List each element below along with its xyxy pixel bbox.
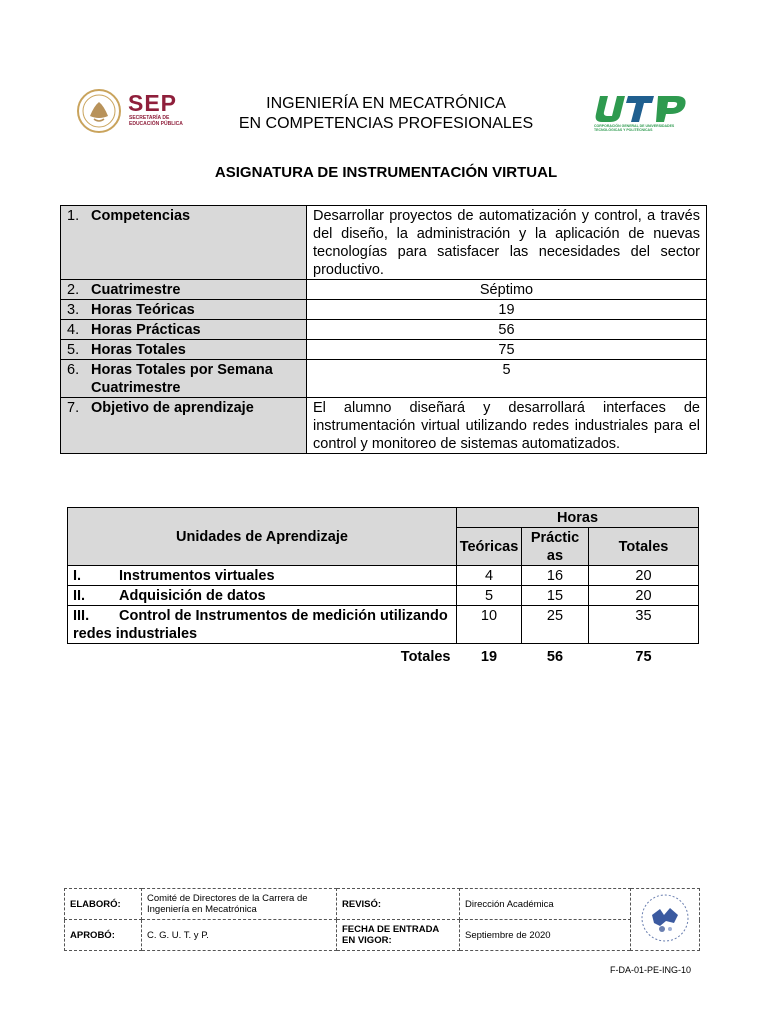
info-number: 1. — [67, 208, 80, 224]
unit-row — [68, 566, 699, 586]
unit-teoricas: 5 — [457, 586, 522, 606]
info-value: El alumno diseñará y desarrollará interfaces de instrumentación virtual utilizando redes industriales para el control y monitoreo de sistemas automatizados. — [307, 398, 707, 454]
reviso-value: Dirección Académica — [460, 889, 631, 920]
units-header-row — [68, 508, 699, 528]
elaboro-label: ELABORÓ: — [65, 889, 142, 920]
col-teoricas: Teóricas — [457, 528, 522, 566]
total-teoricas: 19 — [480, 649, 498, 665]
info-value: 5 — [307, 360, 707, 398]
sep-wordmark: SEP — [128, 90, 178, 116]
info-value: Desarrollar proyectos de automatización y control, a través del diseño, la administración y la aplicación de nuevas tecnologías para satisfacer las necesidades del sector productivo. — [307, 206, 707, 280]
totals-label: Totales — [400, 649, 451, 665]
info-label-text: Objetivo de aprendizaje — [91, 400, 254, 416]
approval-stamp — [631, 889, 700, 951]
unit-roman: III. — [73, 608, 90, 624]
totals-row — [68, 644, 699, 667]
elaboro-value: Comité de Directores de la Carrera de Ingeniería en Mecatrónica — [142, 889, 337, 920]
info-row — [61, 340, 707, 360]
unit-teoricas: 10 — [457, 606, 522, 644]
info-value: 56 — [307, 320, 707, 340]
program-title — [200, 94, 572, 134]
units-header: Unidades de Aprendizaje — [68, 508, 457, 566]
hours-header: Horas — [457, 508, 699, 528]
info-label — [61, 360, 307, 398]
unit-name — [68, 586, 457, 606]
unit-title: Adquisición de datos — [119, 588, 266, 604]
info-row — [61, 320, 707, 340]
unit-roman: I. — [73, 568, 82, 584]
stamp-seal-icon — [640, 893, 690, 943]
unit-title: Control de Instrumentos de medición utilizando redes industriales — [73, 608, 448, 642]
learning-units-table — [67, 507, 699, 666]
info-row — [61, 280, 707, 300]
unit-practicas: 16 — [522, 566, 589, 586]
program-title-line2: EN COMPETENCIAS PROFESIONALES — [238, 115, 534, 132]
program-title-line1: INGENIERÍA EN MECATRÓNICA — [266, 95, 506, 112]
info-number: 2. — [67, 282, 80, 298]
fecha-value: Septiembre de 2020 — [460, 920, 631, 951]
document-title: ASIGNATURA DE INSTRUMENTACIÓN VIRTUAL — [214, 164, 558, 181]
info-label — [61, 300, 307, 320]
aprobo-value: C. G. U. T. y P. — [142, 920, 337, 951]
unit-title: Instrumentos virtuales — [119, 568, 275, 584]
info-row — [61, 206, 707, 280]
info-label — [61, 320, 307, 340]
unit-name — [68, 606, 457, 644]
info-label — [61, 340, 307, 360]
approval-row — [65, 920, 700, 951]
info-label — [61, 280, 307, 300]
mexico-seal-icon — [76, 88, 122, 134]
reviso-label: REVISÓ: — [337, 889, 460, 920]
info-value: 19 — [307, 300, 707, 320]
utp-logo — [592, 92, 700, 134]
document-code: F-DA-01-PE-ING-10 — [610, 965, 692, 975]
info-row — [61, 398, 707, 454]
total-practicas: 56 — [546, 649, 564, 665]
unit-practicas: 15 — [522, 586, 589, 606]
approval-row — [65, 889, 700, 920]
info-label-text: Horas Totales — [91, 342, 186, 358]
unit-name — [68, 566, 457, 586]
info-number: 4. — [67, 322, 80, 338]
info-label-text: Competencias — [91, 208, 191, 224]
col-practicas: Prácticas — [522, 528, 589, 566]
info-label — [61, 206, 307, 280]
total-totales: 75 — [635, 649, 652, 665]
info-label-text: Cuatrimestre — [91, 282, 181, 298]
unit-row — [68, 586, 699, 606]
info-label-text: Horas Teóricas — [91, 302, 195, 318]
info-number: 5. — [67, 342, 80, 358]
sep-subtitle: SECRETARÍA DE EDUCACIÓN PÚBLICA — [129, 115, 183, 127]
approval-table — [64, 888, 700, 951]
sep-logo — [76, 88, 196, 134]
unit-teoricas: 4 — [457, 566, 522, 586]
info-number: 7. — [67, 400, 80, 416]
info-row — [61, 300, 707, 320]
unit-totales: 20 — [589, 566, 699, 586]
info-label — [61, 398, 307, 454]
info-label-text: Horas Totales por Semana Cuatrimestre — [91, 362, 273, 396]
unit-totales: 20 — [589, 586, 699, 606]
unit-practicas: 25 — [522, 606, 589, 644]
info-row — [61, 360, 707, 398]
aprobo-label: APROBÓ: — [65, 920, 142, 951]
info-number: 6. — [67, 362, 80, 378]
info-value: Séptimo — [307, 280, 707, 300]
unit-row — [68, 606, 699, 644]
info-number: 3. — [67, 302, 80, 318]
unit-roman: II. — [73, 588, 86, 604]
info-label-text: Horas Prácticas — [91, 322, 201, 338]
unit-totales: 35 — [589, 606, 699, 644]
fecha-label: FECHA DE ENTRADA EN VIGOR: — [337, 920, 460, 951]
utp-subtitle: CORPORACIÓN GENERAL DE UNIVERSIDADES TECNOLÓGICAS Y POLITÉCNICAS — [594, 124, 675, 132]
subject-info-table — [60, 205, 707, 454]
col-totales: Totales — [589, 528, 699, 566]
info-value: 75 — [307, 340, 707, 360]
